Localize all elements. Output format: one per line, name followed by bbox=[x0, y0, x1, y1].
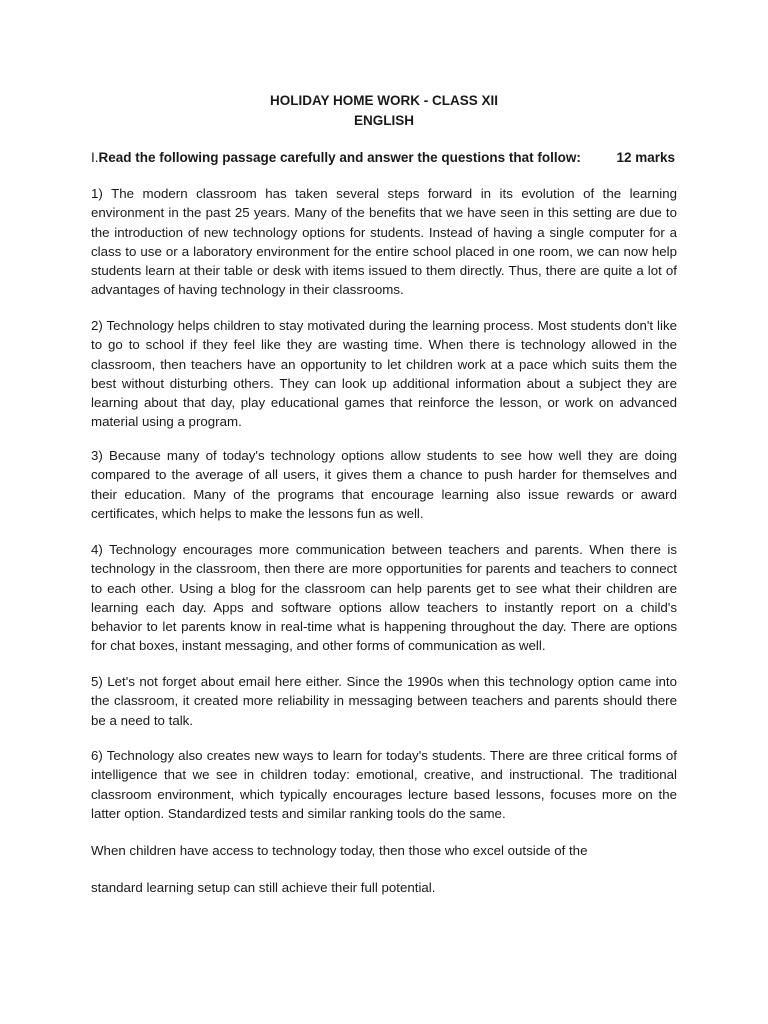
document-title: HOLIDAY HOME WORK - CLASS XII bbox=[269, 93, 499, 108]
marks-label: 12 marks bbox=[616, 150, 675, 165]
passage-paragraph-4: 4) Technology encourages more communication between teachers and parents. When there is technology in the classroom, then there are more opportunities for parents and teachers to connect to each other. Using a blog for the classroom can help parents get to see what their children are learning each day. Apps and software options allow teachers to instantly report on a child's behavior to let parents know in real-time what is happening throughout the day. There are options for chat boxes, instant messaging, and other forms of communication as well. bbox=[91, 542, 677, 654]
question-numeral: I. bbox=[91, 150, 99, 165]
closing-line-1: When children have access to technology today, then those who excel outside of the bbox=[91, 843, 588, 858]
subject-heading: ENGLISH bbox=[353, 113, 414, 128]
passage-paragraph-2: 2) Technology helps children to stay motivated during the learning process. Most students don't like to go to school if they feel like they are wasting time. When there is technology allowed in the classroom, then teachers have an opportunity to let children work at a pace which suits them the best without disturbing others. They can look up additional information about a subject they are learning about that day, play educational games that reinforce the lesson, or work on advanced material using a program. bbox=[91, 318, 677, 430]
instruction-text: Read the following passage carefully and answer the questions that follow: bbox=[98, 150, 581, 165]
passage-paragraph-1: 1) The modern classroom has taken several steps forward in its evolution of the learning environment in the past 25 years. Many of the benefits that we have seen in this setting are due to the introduction of new technology options for students. Instead of having a single computer for a class to use or a laboratory environment for the entire school placed in one room, we can now help students learn at their table or desk with items issued to them directly. Thus, there are quite a lot of advantages of having technology in their classrooms. bbox=[91, 186, 677, 298]
question-instruction bbox=[91, 149, 675, 167]
closing-line-2: standard learning setup can still achieve their full potential. bbox=[91, 880, 436, 895]
passage-paragraph-6: 6) Technology also creates new ways to learn for today's students. There are three critical forms of intelligence that we see in children today: emotional, creative, and instructional. The traditional classroom environment, which typically encourages lecture based lessons, focuses more on the latter option. Standardized tests and similar ranking tools do the same. bbox=[91, 748, 677, 821]
passage-paragraph-5: 5) Let's not forget about email here either. Since the 1990s when this technology option came into the classroom, it created more reliability in messaging between teachers and parents should there be a need to talk. bbox=[91, 674, 677, 728]
passage-paragraph-3: 3) Because many of today's technology options allow students to see how well they are doing compared to the average of all users, it gives them a chance to push harder for themselves and their education. Many of the programs that encourage learning also issue rewards or award certificates, which helps to make the lessons fun as well. bbox=[91, 448, 677, 521]
